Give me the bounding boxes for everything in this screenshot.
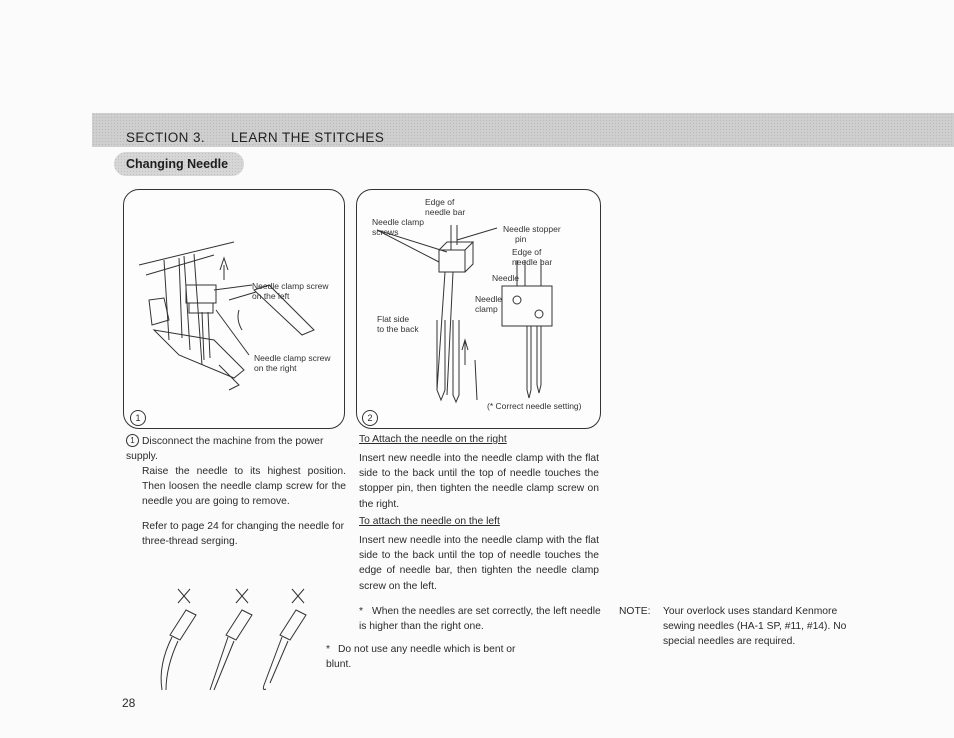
figure-1-number: 1 (130, 410, 146, 426)
heading-attach-left: To attach the needle on the left (359, 516, 500, 527)
bent-needle-note: * Do not use any needle which is bent or blunt. (326, 644, 516, 671)
step-1-refer: Refer to page 24 for changing the needle for three-thread serging. (142, 521, 345, 548)
label-flat-side: Flat side to the back (377, 314, 419, 334)
page-number: 28 (122, 696, 136, 710)
note-label: NOTE: (619, 606, 651, 617)
bad-needles-illustration (150, 585, 320, 705)
label-needle: Needle (492, 273, 519, 283)
section-name: LEARN THE STITCHES (231, 130, 385, 145)
section-title (126, 130, 384, 145)
heading-attach-right: To Attach the needle on the right (359, 434, 507, 445)
figure-2-caption: (* Correct needle setting) (487, 401, 582, 411)
step-1-text: 1 Disconnect the machine from the power supply. (126, 436, 324, 463)
step-1-instructions: Raise the needle to its highest position. Then loosen the needle clamp screw for the needle you are going to remove. (142, 466, 346, 508)
needle-clamp-screw-illustration (124, 190, 344, 428)
subtitle: Changing Needle (126, 157, 229, 171)
label-needle-clamp: Needle clamp (475, 294, 502, 314)
attach-left-text: Insert new needle into the needle clamp with the flat side to the back until the top of needle touches the edge of needle bar, then tighten the needle clamp screw on the left. (359, 535, 599, 592)
label-right-screw: Needle clamp screw on the right (254, 353, 331, 373)
label-left-screw: Needle clamp screw on the left (252, 281, 329, 301)
label-clamp-screws: Needle clamp screws (372, 217, 424, 237)
label-edge-right: Edge of needle bar (512, 247, 553, 267)
label-stopper-pin: Needle stopper pin (503, 224, 561, 244)
section-number: SECTION 3. (126, 130, 206, 145)
attach-right-text: Insert new needle into the needle clamp with the flat side to the back until the top of needle touches the stopper pin, then tighten the needle clamp screw on the right. (359, 453, 599, 510)
step-number: 1 (126, 434, 139, 447)
needle-height-note: * When the needles are set correctly, the left needle is higher than the right one. (359, 606, 601, 633)
figure-2-panel (356, 189, 601, 429)
note-text: Your overlock uses standard Kenmore sewing needles (HA-1 SP, #11, #14). No special needles are required. (663, 606, 847, 648)
label-edge-top: Edge of needle bar (425, 197, 466, 217)
figure-1-panel (123, 189, 345, 429)
figure-2-number: 2 (362, 410, 378, 426)
